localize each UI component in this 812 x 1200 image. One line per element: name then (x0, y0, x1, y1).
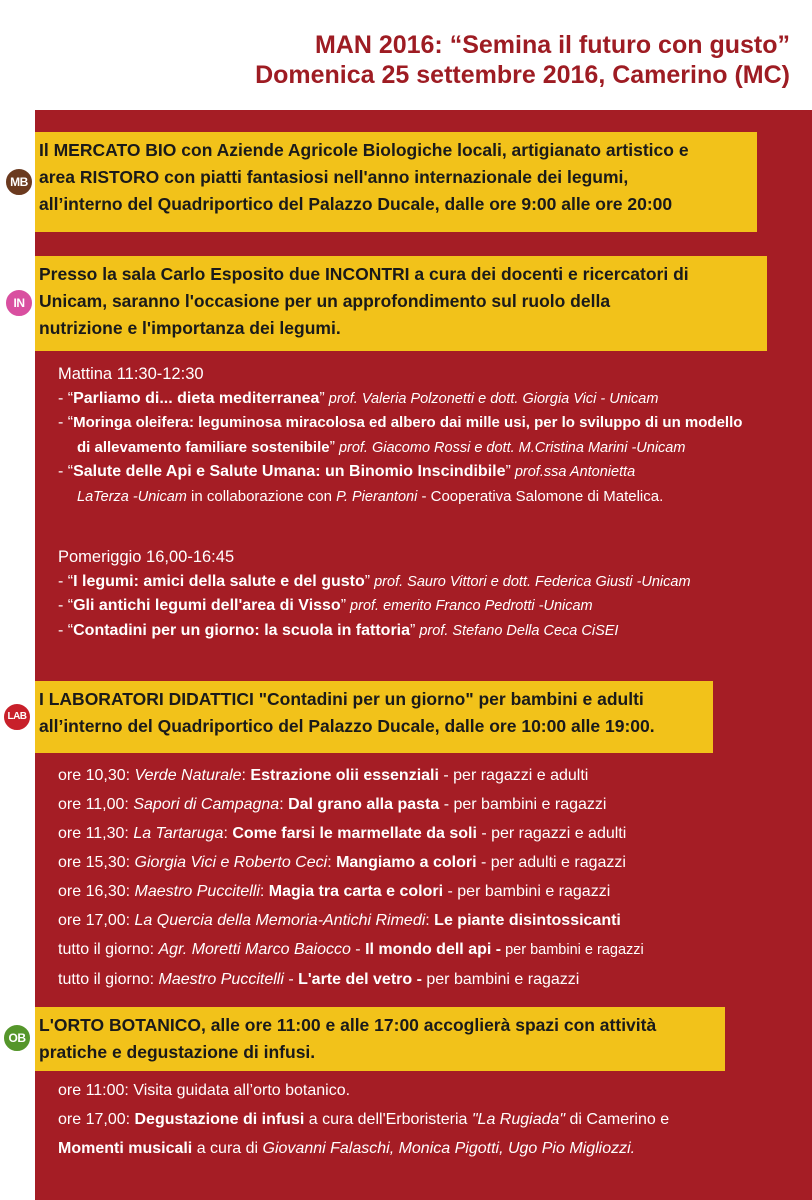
talk-item: - “Salute delle Api e Salute Umana: un Binomio Inscindibile” prof.ssa Antonietta (58, 463, 636, 480)
laboratori-band (35, 681, 713, 753)
talk-item: - “Gli antichi legumi dell'area di Visso” prof. emerito Franco Pedrotti -Unicam (58, 597, 593, 614)
in-line-3: nutrizione e l'importanza dei legumi. (39, 318, 341, 338)
lab-item: ore 10,30: Verde Naturale: Estrazione olii essenziali - per ragazzi e adulti (58, 767, 589, 784)
orto-botanico-schedule (58, 1076, 810, 1163)
lab-item: tutto il giorno: Maestro Puccitelli - L'arte del vetro - per bambini e ragazzi (58, 971, 580, 988)
incontri-band (35, 256, 767, 351)
ob-item: ore 17,00: Degustazione di infusi a cura dell'Erboristeria "La Rugiada" di Camerino e (58, 1111, 670, 1128)
talk-item: - “I legumi: amici della salute e del gusto” prof. Sauro Vittori e dott. Federica Giusti -Unicam (58, 572, 691, 590)
orto-botanico-band (35, 1007, 725, 1071)
ob-item: ore 11:00: Visita guidata all’orto botanico. (58, 1082, 351, 1099)
afternoon-talks (58, 545, 808, 643)
ob-item-continued: Momenti musicali a cura di Giovanni Falaschi, Monica Pigotti, Ugo Pio Migliozzi. (58, 1140, 636, 1157)
talk-item-continued: LaTerza -Unicam in collaborazione con P. Pierantoni - Cooperativa Salomone di Matelica. (77, 487, 664, 505)
event-title: MAN 2016: “Semina il futuro con gusto” (314, 31, 790, 59)
in-line-2: Unicam, saranno l'occasione per un approfondimento sul ruolo della (39, 291, 611, 311)
ob-line-1: L'ORTO BOTANICO, alle ore 11:00 e alle 17:00 accoglierà spazi con attività (39, 1015, 657, 1035)
lab-item: tutto il giorno: Agr. Moretti Marco Baiocco - Il mondo dell api - per bambini e ragazzi (58, 941, 644, 958)
mercato-bio-band (35, 132, 757, 232)
event-date-location: Domenica 25 settembre 2016, Camerino (MC) (255, 61, 790, 89)
afternoon-heading: Pomeriggio 16,00-16:45 (58, 548, 235, 566)
morning-heading: Mattina 11:30-12:30 (58, 365, 204, 383)
lab-line-1: I LABORATORI DIDATTICI "Contadini per un giorno" per bambini e adulti (39, 689, 644, 709)
lab-item: ore 11,00: Sapori di Campagna: Dal grano alla pasta - per bambini e ragazzi (58, 796, 607, 813)
page-header (255, 30, 790, 90)
talk-item: - “Parliamo di... dieta mediterranea” prof. Valeria Polzonetti e dott. Giorgia Vici - Unicam (58, 389, 659, 407)
lab-item: ore 11,30: La Tartaruga: Come farsi le marmellate da soli - per ragazzi e adulti (58, 825, 627, 842)
in-badge-icon: IN (4, 288, 34, 318)
mb-line-3: all’interno del Quadriportico del Palazzo Ducale, dalle ore 9:00 alle ore 20:00 (39, 194, 673, 214)
lab-line-2: all’interno del Quadriportico del Palazzo Ducale, dalle ore 10:00 alle 19:00. (39, 716, 655, 736)
mb-badge-icon: MB (4, 167, 34, 197)
talk-item: - “Moringa oleifera: leguminosa miracolosa ed albero dai mille usi, per lo sviluppo di un modello (58, 414, 743, 431)
talk-item-continued: di allevamento familiare sostenibile” prof. Giacomo Rossi e dott. M.Cristina Marini -Unicam (77, 438, 686, 456)
lab-badge-icon: LAB (2, 702, 32, 732)
lab-item: ore 15,30: Giorgia Vici e Roberto Ceci: Mangiamo a colori - per adulti e ragazzi (58, 854, 626, 871)
in-line-1: Presso la sala Carlo Esposito due INCONTRI a cura dei docenti e ricercatori di (39, 264, 689, 284)
morning-talks (58, 362, 808, 509)
talk-item: - “Contadini per un giorno: la scuola in fattoria” prof. Stefano Della Ceca CiSEI (58, 621, 619, 639)
lab-item: ore 17,00: La Quercia della Memoria-Antichi Rimedi: Le piante disintossicanti (58, 912, 621, 929)
mb-line-2: area RISTORO con piatti fantasiosi nell'anno internazionale dei legumi, (39, 167, 629, 187)
ob-badge-icon: OB (2, 1023, 32, 1053)
ob-line-2: pratiche e degustazione di infusi. (39, 1042, 316, 1062)
lab-item: ore 16,30: Maestro Puccitelli: Magia tra carta e colori - per bambini e ragazzi (58, 883, 611, 900)
laboratori-schedule (58, 761, 808, 994)
mb-line-1: Il MERCATO BIO con Aziende Agricole Biologiche locali, artigianato artistico e (39, 140, 689, 160)
